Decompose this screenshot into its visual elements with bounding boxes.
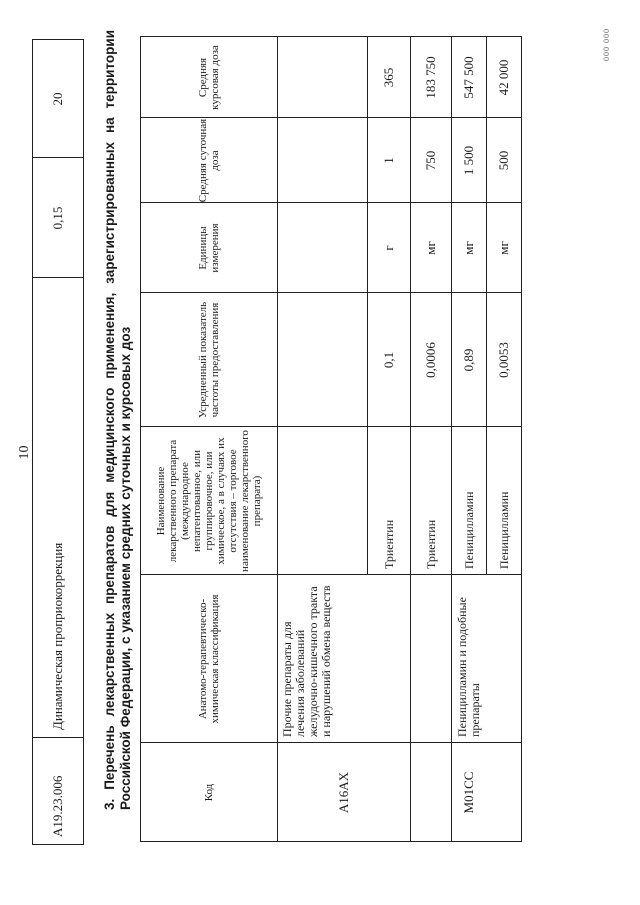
drug-name: Триентин [381,519,396,569]
top-row-frequency: 0,15 [50,206,65,230]
top-row-multiplicity: 20 [50,92,65,106]
table-rule [277,37,278,842]
unit-value: г [380,245,396,251]
frequency-value: 0,0053 [495,342,511,378]
drug-name: Пеницилламин [461,491,476,569]
header-daily-dose: Средняя суточная доза [196,118,221,203]
group-code: M01CC [460,771,476,814]
header-atc: Анатомо-терапевтическо-химическая классификация [196,594,221,724]
frequency-value: 0,1 [380,351,396,369]
unit-value: мг [422,241,438,255]
page-number: 10 [17,445,32,460]
header-drug-name: Наименование лекарственного препарата (международное непатентованное, или группировочное, или химическое, а в случаях их отсутствия – торговое наименование лекарственного препарата) [154,430,263,572]
drug-name: Пеницилламин [496,491,511,569]
top-row-border [32,844,84,845]
daily-dose-value: 1 500 [460,145,476,176]
group-code: A16AX [335,771,351,814]
header-course-dose: Средняя курсовая доза [196,45,221,110]
top-row-code: A19.23.006 [50,775,65,837]
drug-name: Триентин [423,519,438,569]
daily-dose-value: 500 [495,150,511,171]
course-dose-value: 42 000 [495,59,511,96]
top-row-name: Динамическая проприокоррекция [50,542,65,730]
frequency-value: 0,0006 [422,342,438,378]
header-units: Единицы измерения [196,223,221,273]
header-code: Код [202,783,215,802]
scan-footer-mark: 000 000 [602,28,611,61]
group-atc: Прочие препараты для лечения заболеваний желудочно-кишечного тракта и нарушений обмена веществ [280,585,333,737]
unit-value: мг [495,241,511,255]
table-rule [521,37,522,842]
course-dose-value: 547 500 [460,56,476,99]
course-dose-value: 365 [380,67,396,88]
table-rule [140,574,522,575]
daily-dose-value: 750 [422,150,438,171]
frequency-value: 0,89 [460,348,476,372]
daily-dose-value: 1 [380,157,396,164]
header-frequency: Усредненный показатель частоты предоставления [196,301,221,419]
group-atc: Пеницилламин и подобные препараты [454,597,482,737]
unit-value: мг [460,241,476,255]
section-heading: 3. Перечень лекарственных препаратов для медицинского применения, зарегистрированных на территории Российской Федерации, с указанием средних суточных и курсовых доз [102,30,133,810]
course-dose-value: 183 750 [422,56,438,99]
